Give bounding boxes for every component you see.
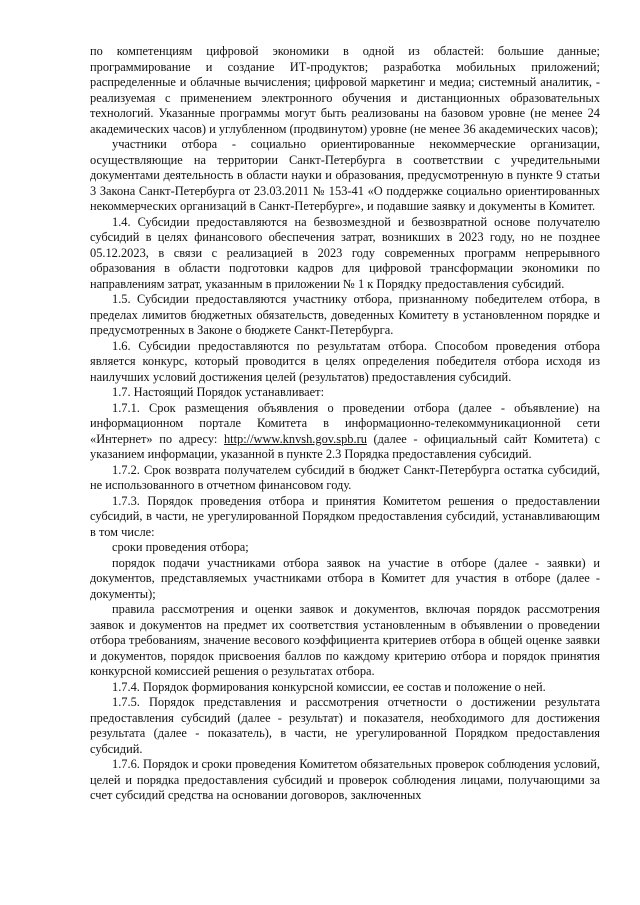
- paragraph-1-7-5: 1.7.5. Порядок представления и рассмотрения отчетности о достижении результата предоставления субсидий (далее - результат) и показателя, необходимого для достижения результата (далее - показатель), в части, не урегулированной Порядком предоставления субсидий.: [90, 695, 600, 756]
- paragraph-1-7-6: 1.7.6. Порядок и сроки проведения Комитетом обязательных проверок соблюдения условий, целей и порядка предоставления субсидий и проверок соблюдения лицами, получающими за счет субсидий средства на основании договоров, заключенных: [90, 757, 600, 802]
- committee-website-link[interactable]: http://www.knvsh.gov.spb.ru: [223, 431, 367, 446]
- paragraph-1-7-1-text-before: 1.7.1. Срок размещения объявления о проведении отбора (далее - объявление) на информационном портале Комитета в информационно-телекоммуникационной сети «Интернет» по адресу:: [90, 400, 600, 446]
- paragraph-1-7-1-text-after: (далее - официальный сайт Комитета) с указанием информации, указанной в пункте 2.3 Порядка предоставления субсидий.: [90, 431, 600, 461]
- list-item-application-procedure: порядок подачи участниками отбора заявок на участие в отборе (далее - заявки) и документов, представляемых участниками отбора в Комитет для участия в отборе (далее - документы);: [90, 555, 600, 601]
- paragraph-1-4: 1.4. Субсидии предоставляются на безвозмездной и безвозвратной основе получателю субсидий в целях финансового обеспечения затрат, возникших в 2023 году, но не позднее 05.12.2023, в связи с реализацией в 2023 году современных программ непрерывного образования в области подготовки кадров для цифровой трансформации экономики по направлениям затрат, указанным в приложении № 1 к Порядку предоставления субсидий.: [90, 214, 600, 291]
- paragraph-1-7-1: [90, 401, 600, 463]
- paragraph-1-7-3: 1.7.3. Порядок проведения отбора и принятия Комитетом решения о предоставлении субсидий, в части, не урегулированной Порядком предоставления субсидий, устанавливающим в том числе:: [90, 493, 600, 539]
- paragraph-programs-continuation: по компетенциям цифровой экономики в одной из областей: большие данные; программирование и создание ИТ-продуктов; разработка мобильных приложений; распределенные и облачные вычисления; цифровой маркетинг и медиа; системный аналитик, - реализуемая с применением электронного обучения и дистанционных образовательных технологий. Указанные программы могут быть реализованы на базовом уровне (не менее 24 академических часов) и углубленном (продвинутом) уровне (не менее 36 академических часов);: [90, 44, 600, 136]
- paragraph-1-5: 1.5. Субсидии предоставляются участнику отбора, признанному победителем отбора, в пределах лимитов бюджетных обязательств, доведенных Комитету в установленном порядке и предусмотренных в Законе о бюджете Санкт-Петербурга.: [90, 292, 600, 337]
- paragraph-1-7: 1.7. Настоящий Порядок устанавливает:: [112, 385, 325, 399]
- list-item-selection-deadlines: сроки проведения отбора;: [112, 540, 249, 554]
- paragraph-participants-definition: участники отбора - социально ориентированные некоммерческие организации, осуществляющие на территории Санкт-Петербурга в соответствии с учредительными документами деятельность в области науки и образования, предусмотренную в пункте 9 статьи 3 Закона Санкт-Петербурга от 23.03.2011 № 153-41 «О поддержке социально ориентированных некоммерческих организаций в Санкт-Петербурге», и подавшие заявку и документы в Комитет.: [90, 137, 600, 213]
- paragraph-1-6: 1.6. Субсидии предоставляются по результатам отбора. Способом проведения отбора является конкурс, который проводится в целях определения победителя отбора исходя из наилучших условий достижения целей (результатов) предоставления субсидий.: [90, 338, 600, 384]
- list-item-evaluation-rules: правила рассмотрения и оценки заявок и документов, включая порядок рассмотрения заявок и документов на предмет их соответствия установленным в объявлении о проведении отбора требованиям, значение весового коэффициента критериев отбора в общей оценке заявки и документов, порядок присвоения баллов по каждому критерию отбора и порядок принятия конкурсной комиссией решения о результатах отбора.: [90, 602, 600, 678]
- paragraph-1-7-4: 1.7.4. Порядок формирования конкурсной комиссии, ее состав и положение о ней.: [112, 679, 546, 694]
- paragraph-1-7-2: 1.7.2. Срок возврата получателем субсидий в бюджет Санкт-Петербурга остатка субсидий, не использованного в отчетном финансовом году.: [90, 462, 600, 492]
